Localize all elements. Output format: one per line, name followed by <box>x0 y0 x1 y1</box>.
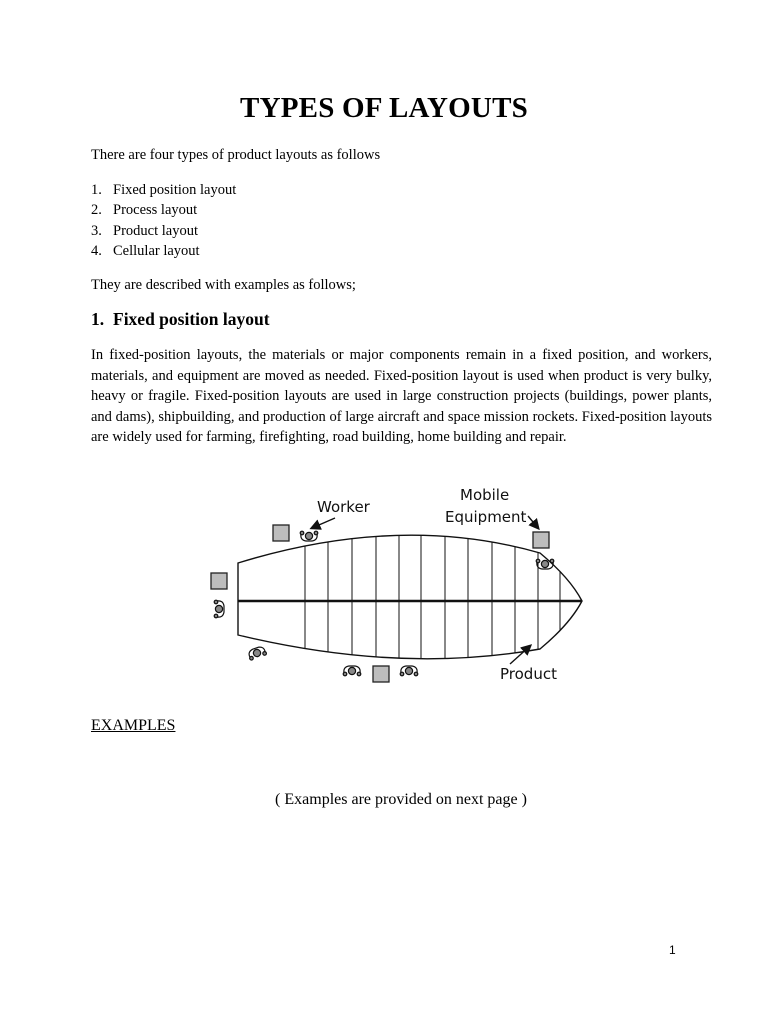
worker-icon <box>343 666 361 676</box>
described-text: They are described with examples as follows; <box>91 277 356 293</box>
ship-diagram <box>200 478 600 693</box>
examples-heading: EXAMPLES <box>91 717 176 734</box>
list-number: 1. <box>91 182 102 198</box>
equipment-label-line1: Mobile <box>460 486 510 504</box>
fixed-position-layout-figure <box>200 478 600 693</box>
page-title: TYPES OF LAYOUTS <box>240 92 528 124</box>
intro-text: There are four types of product layouts as follows <box>91 147 381 163</box>
examples-note: ( Examples are provided on next page ) <box>275 791 527 808</box>
product-hull <box>238 535 582 659</box>
list-label: Process layout <box>113 202 198 219</box>
worker-icon <box>300 531 318 541</box>
equipment-box <box>373 666 389 682</box>
equipment-box <box>273 525 289 541</box>
equipment-label-line2: Equipment <box>445 508 527 526</box>
section-title: Fixed position layout <box>113 309 270 329</box>
section-number: 1. <box>91 309 105 329</box>
product-label: Product <box>500 665 557 683</box>
worker-icon <box>214 600 224 618</box>
layout-types-list <box>91 181 236 263</box>
worker-icon <box>247 645 267 660</box>
list-item <box>91 181 236 201</box>
worker-label: Worker <box>317 498 370 516</box>
section-heading <box>91 309 270 330</box>
worker-icon <box>400 666 418 676</box>
list-number: 2. <box>91 202 102 219</box>
section-paragraph: In fixed-position layouts, the materials or major components remain in a fixed position, and workers, materials, and equipment are moved as needed. Fixed-position layout is used when product is very bulky, heavy or fragile. Fixed-position layouts are used in large construction projects (buildings, power plants, and dams), shipbuilding, and production of large aircraft and space mission rockets. Fixed-position layouts are widely used for farming, firefighting, road building, home building and repair. <box>91 347 712 446</box>
list-label: Product layout <box>113 222 198 239</box>
list-label: Cellular layout <box>113 243 200 260</box>
equipment-box <box>211 573 227 589</box>
list-label: Fixed position layout <box>113 182 237 198</box>
list-number: 4. <box>91 243 102 260</box>
list-number: 3. <box>91 222 102 239</box>
list-item <box>91 222 236 242</box>
page-number: 1 <box>669 943 676 957</box>
list-item <box>91 201 236 221</box>
equipment-box <box>533 532 549 548</box>
list-item <box>91 242 236 262</box>
